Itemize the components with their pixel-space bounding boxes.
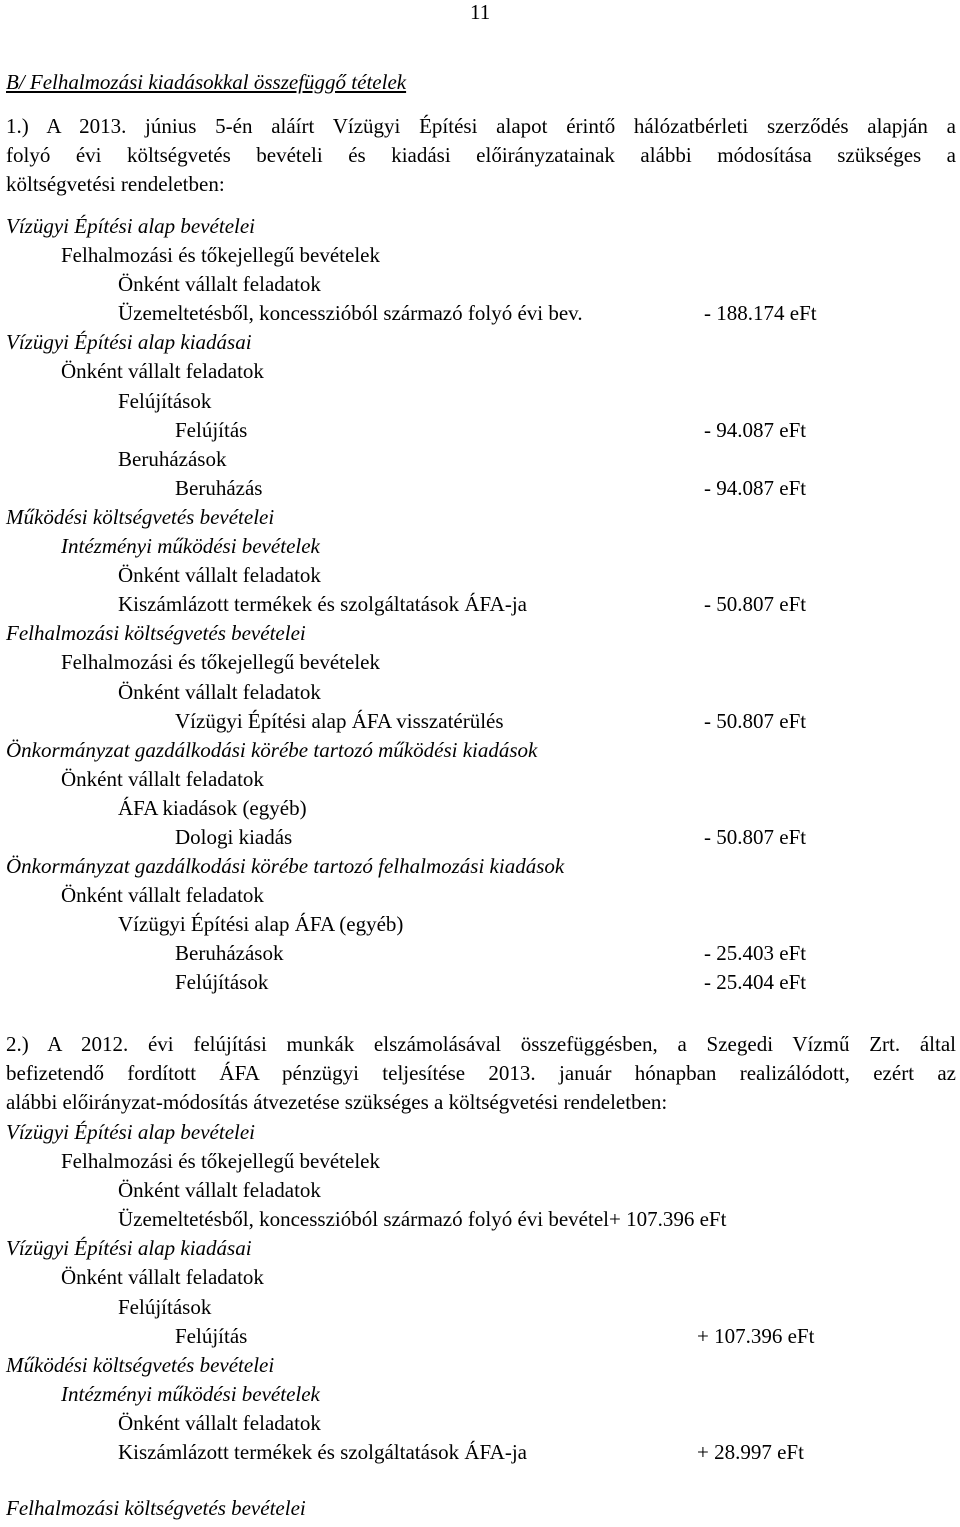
item2-intro-paragraph: [6, 1030, 956, 1117]
budget-line-label: Önként vállalt feladatok: [118, 679, 321, 704]
budget-line: [0, 1147, 960, 1176]
budget-line-amount: + 107.396 eFt: [697, 1323, 815, 1348]
budget-line-label: Felújítás: [175, 1323, 248, 1348]
budget-line-label: Beruházás: [175, 475, 263, 500]
budget-line: [0, 1409, 960, 1438]
budget-line: [0, 765, 960, 794]
budget-line-label: Felhalmozási és tőkejellegű bevételek: [61, 1149, 380, 1174]
budget-line: [0, 794, 960, 823]
budget-line-label: Önként vállalt feladatok: [118, 563, 321, 588]
budget-line-amount: - 50.807 eFt: [704, 824, 807, 849]
budget-line-label: Kiszámlázott termékek és szolgáltatások ÁFA-ja: [118, 1440, 527, 1465]
budget-line: [0, 1351, 960, 1380]
budget-line: [0, 823, 960, 852]
budget-line-label: Önként vállalt feladatok: [61, 359, 264, 384]
budget-line: [0, 1205, 960, 1234]
budget-line-label: Önként vállalt feladatok: [118, 272, 321, 297]
budget-line-label: Vízügyi Építési alap ÁFA (egyéb): [118, 912, 404, 937]
budget-line: [0, 328, 960, 357]
budget-line-label: Felhalmozási költségvetés bevételei: [6, 1496, 306, 1520]
budget-line-amount: - 25.404 eFt: [704, 970, 807, 995]
budget-line-label: Önként vállalt feladatok: [61, 766, 264, 791]
budget-line-label: Önkormányzat gazdálkodási körébe tartozó működési kiadások: [6, 737, 538, 762]
budget-line: [0, 590, 960, 619]
budget-line: [0, 299, 960, 328]
budget-line: [0, 1234, 960, 1263]
budget-line-amount: + 28.997 eFt: [697, 1440, 804, 1465]
budget-line: [0, 1118, 960, 1147]
budget-line-label: Vízügyi Építési alap kiadásai: [6, 1236, 252, 1261]
budget-line-label: Dologi kiadás: [175, 824, 293, 849]
budget-line-label: ÁFA kiadások (egyéb): [118, 795, 307, 820]
budget-line-amount: - 94.087 eFt: [704, 417, 807, 442]
budget-line: [0, 881, 960, 910]
budget-line-label: Üzemeltetésből, koncesszióból származó folyó évi bev.: [118, 301, 583, 326]
budget-line-label: Felújítások: [175, 970, 269, 995]
budget-line-label: Beruházások: [118, 446, 227, 471]
budget-line: [0, 1494, 960, 1523]
budget-line: [0, 270, 960, 299]
item1-budget-lines: [0, 212, 960, 998]
budget-line-label: Beruházások: [175, 941, 284, 966]
budget-line-label: Vízügyi Építési alap bevételei: [6, 1120, 256, 1144]
budget-line-label: Önkormányzat gazdálkodási körébe tartozó felhalmozási kiadások: [6, 854, 565, 879]
budget-line-label: Működési költségvetés bevételei: [6, 504, 275, 529]
budget-line-amount: - 94.087 eFt: [704, 475, 807, 500]
item1-intro-paragraph: [6, 112, 956, 199]
budget-line-label: Vízügyi Építési alap ÁFA visszatérülés: [175, 708, 504, 733]
budget-line: [0, 1263, 960, 1292]
budget-line: [0, 910, 960, 939]
budget-line: [0, 212, 960, 241]
budget-line: [0, 939, 960, 968]
budget-line: [0, 241, 960, 270]
budget-line-label: Működési költségvetés bevételei: [6, 1352, 275, 1377]
budget-line-label: Kiszámlázott termékek és szolgáltatások ÁFA-ja: [118, 592, 527, 617]
budget-line-amount: - 50.807 eFt: [704, 708, 807, 733]
budget-line: [0, 1322, 960, 1351]
budget-line-amount: - 50.807 eFt: [704, 592, 807, 617]
section-heading: B/ Felhalmozási kiadásokkal összefüggő tételek: [6, 70, 407, 94]
budget-line-label: Felhalmozási és tőkejellegű bevételek: [61, 650, 380, 675]
item2-intro-line: 2.) A 2012. évi felújítási munkák elszámolásával összefüggésben, a Szegedi Vízmű Zrt. által: [6, 1032, 956, 1056]
budget-line: [0, 1438, 960, 1467]
item2-trailing: [0, 1494, 960, 1523]
budget-line-label: Önként vállalt feladatok: [118, 1410, 321, 1435]
budget-line-label: Intézményi működési bevételek: [61, 1381, 320, 1406]
budget-line: [0, 678, 960, 707]
budget-line: [0, 736, 960, 765]
budget-line-label: Felújítások: [118, 388, 212, 413]
budget-line: [0, 474, 960, 503]
item2-budget-lines: [0, 1118, 960, 1467]
budget-line-amount: - 188.174 eFt: [704, 301, 817, 326]
budget-line: [0, 561, 960, 590]
budget-line-label: Felújítások: [118, 1294, 212, 1319]
budget-line: [0, 619, 960, 648]
budget-line-label: Önként vállalt feladatok: [61, 883, 264, 908]
item2-intro-line: alábbi előirányzat-módosítás átvezetése szükséges a költségvetési rendeletben:: [6, 1090, 668, 1114]
budget-line: [0, 1380, 960, 1409]
budget-line: [0, 387, 960, 416]
item1-intro-line: folyó évi költségvetés bevételi és kiadási előirányzatainak alábbi módosítása szükséges a: [6, 143, 956, 167]
page-number: 11: [470, 0, 491, 24]
budget-line-label: Önként vállalt feladatok: [61, 1265, 264, 1290]
budget-line: [0, 968, 960, 997]
budget-line: [0, 445, 960, 474]
budget-line: [0, 852, 960, 881]
budget-line-label: Felhalmozási költségvetés bevételei: [6, 621, 306, 646]
budget-line-amount: - 25.403 eFt: [704, 941, 807, 966]
budget-line: [0, 1176, 960, 1205]
budget-line: [0, 503, 960, 532]
budget-line: [0, 532, 960, 561]
budget-line-label: Intézményi működési bevételek: [61, 534, 320, 559]
budget-line: [0, 1293, 960, 1322]
budget-line-label: Vízügyi Építési alap bevételei: [6, 214, 256, 238]
budget-line-label: Felhalmozási és tőkejellegű bevételek: [61, 243, 380, 268]
budget-line: [0, 648, 960, 677]
budget-line: [0, 416, 960, 445]
item1-intro-line: költségvetési rendeletben:: [6, 172, 225, 196]
budget-line-label: Vízügyi Építési alap kiadásai: [6, 330, 252, 355]
budget-line-label: Önként vállalt feladatok: [118, 1178, 321, 1203]
item1-intro-line: 1.) A 2013. június 5-én aláírt Vízügyi Építési alapot érintő hálózatbérleti szerződés alapján a: [6, 114, 956, 138]
budget-line-label: Üzemeltetésből, koncesszióból származó folyó évi bevétel+ 107.396 eFt: [118, 1207, 727, 1232]
budget-line-label: Felújítás: [175, 417, 248, 442]
item2-intro-line: befizetendő fordított ÁFA pénzügyi teljesítése 2013. január hónapban realizálódott, ezért az: [6, 1061, 956, 1085]
budget-line: [0, 707, 960, 736]
budget-line: [0, 357, 960, 386]
